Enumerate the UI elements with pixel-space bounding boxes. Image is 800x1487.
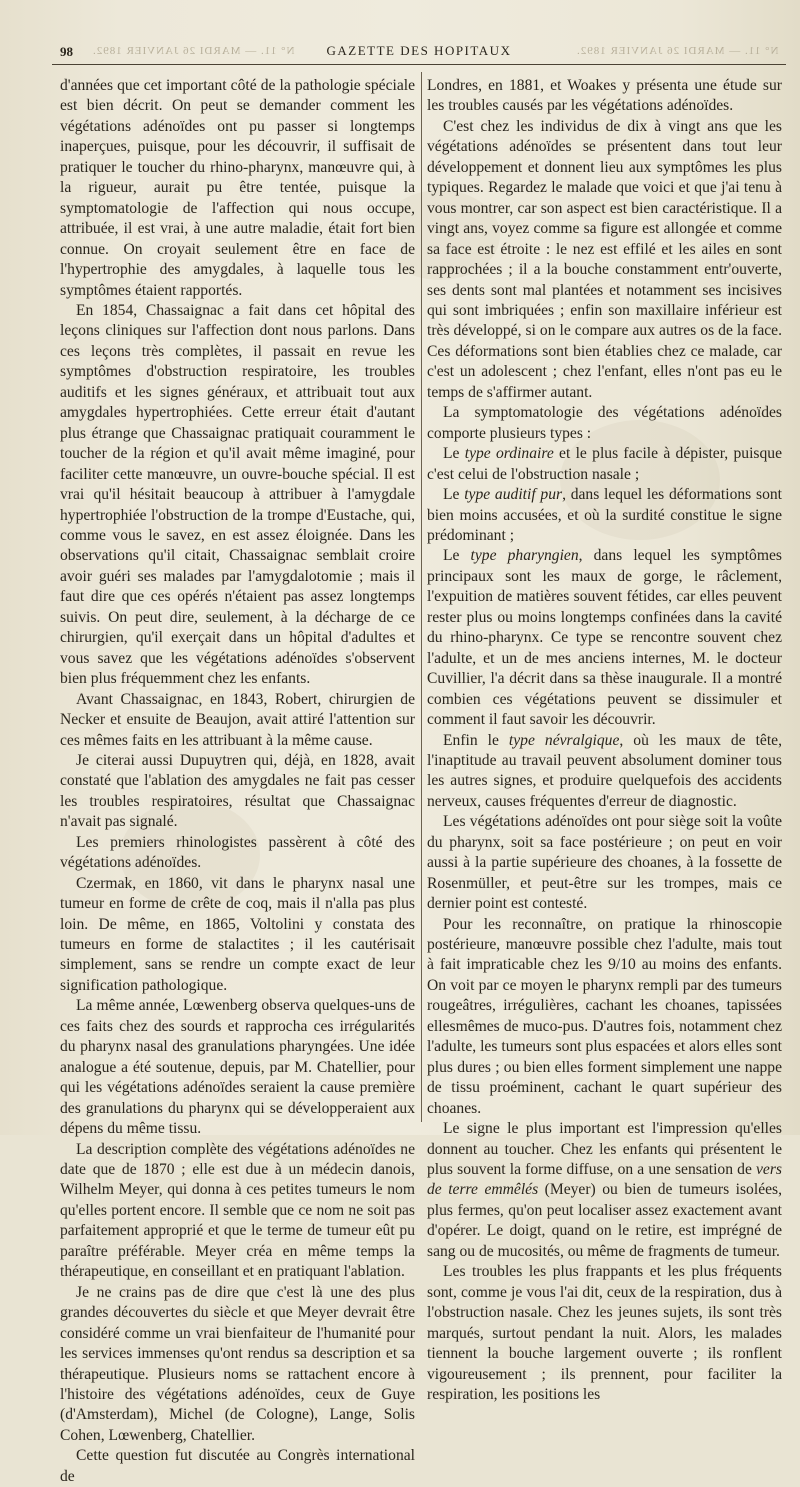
italic-term: type pharyngien xyxy=(470,547,579,565)
running-title: GAZETTE DES HOPITAUX xyxy=(326,43,512,58)
paragraph-text: Le xyxy=(443,486,465,504)
paragraph: Avant Chassaignac, en 1843, Robert, chirurgien de Necker et ensuite de Beaujon, avait attiré l'attention sur ces mêmes faits en les attribuant à la même cause. xyxy=(60,690,415,749)
paragraph-text: , où les maux de tête, l'inaptitude au travail peuvent absolument dominer tous les autres signes, et produire quelquefois des accidents nerveux, causes fréquentes d'erreur de diagnostic. xyxy=(427,731,783,810)
bleed-through-text-left: N° 11. — MARDI 26 JANVIER 1892. xyxy=(92,45,295,57)
italic-term: type ordinaire xyxy=(464,445,554,463)
paragraph: d'années que cet important côté de la pathologie spéciale est bien décrit. On peut se demander comment les végétations adénoïdes ont pu passer si longtemps inaperçues, puisque, pour les découvrir, il suffisait de pratiquer le toucher du rhino-pharynx, manœuvre qui, à la rigueur, aurait pu être tentée, puisque la symptomatologie de l'affection qui nous occupe, attribuée, il est vrai, à une autre maladie, était fort bien connue. On croyait seulement être en face de l'hypertrophie des amygdales, à laquelle tous les symptômes étaient rapportés. xyxy=(60,77,415,299)
paragraph-text: , dans lequel les symptômes principaux sont les maux de gorge, le râclement, l'expuition de matières souvent fétides, car elles peuvent rester plus ou moins longtemps confinées dans la cavité du rhino-pharynx. Ce type se rencontre souvent chez l'adulte, et un de mes anciens internes, M. le docteur Cuvillier, l'a décrit dans sa thèse inaugurale. Il a montré combien ces végétations peuvent se dissimuler et comment il faut savoir les découvrir. xyxy=(427,547,782,729)
paragraph-text: (Meyer) ou bien de tumeurs isolées, plus fermes, qu'on peut localiser assez exactement avant d'opérer. Le doigt, quand on le retire, est imprégné de sang ou de mucosités, ou même de fragments de tumeur. xyxy=(427,1181,782,1260)
paragraph: Les troubles les plus frappants et les plus fréquents sont, comme je vous l'ai dit, ceux de la respiration, dus à l'obstruction nasale. Chez les jeunes sujets, ils sont très marqués, surtout pendant la nuit. Alors, les malades tiennent la bouche largement ouverte ; ils ronflent vigoureusement ; ils prennent, pour faciliter la respiration, les positions les xyxy=(427,1263,782,1403)
paragraph: Czermak, en 1860, vit dans le pharynx nasal une tumeur en forme de crête de coq, mais il n'alla pas plus loin. De même, en 1865, Voltolini y constata des tumeurs en forme de stalactites ; il les cautérisait simplement, sans se rendre un compte exact de leur signification pathologique. xyxy=(60,874,415,994)
paragraph: Les végétations adénoïdes ont pour siège soit la voûte du pharynx, soit sa face postérieure ; on peut en voir aussi à la partie supérieure des choanes, à la fossette de Rosenmüller, et peut-être sur les trompes, mais ce dernier point est contesté. xyxy=(427,813,782,913)
paragraph: La même année, Lœwenberg observa quelques-uns de ces faits chez des sourds et rapprocha ces irrégularités du pharynx nasal des granulations pharyngées. Une idée analogue a été soutenue, depuis, par M. Chatellier, pour qui les végétations adénoïdes seraient la cause première des granulations du pharynx qui se développeraient aux dépens du même tissu. xyxy=(60,997,415,1138)
paragraph: C'est chez les individus de dix à vingt ans que les végétations adénoïdes se présentent dans tout leur développement et donnent lieu aux symptômes les plus typiques. Regardez le malade que voici et que j'ai tenu à vous montrer, car son aspect est bien caractéristique. Il a vingt ans, voyez comme sa figure est allongée et comme sa face est étroite : le nez est effilé et les ailes en sont rapprochées ; il a la bouche constamment entr'ouverte, ses dents sont mal plantées et notamment ses incisives qui sont imbriquées ; enfin son maxillaire inférieur est très développé, si on le compare aux autres os de la face. Ces déformations sont bien établies chez ce malade, car c'est un adolescent ; chez l'enfant, elles n'ont pas eu le temps de s'affirmer autant. xyxy=(427,117,782,401)
italic-term: type auditif pur xyxy=(464,486,563,504)
paragraph-text: , dans lequel les déformations sont bien moins accusées, et où la surdité constitue le signe prédominant ; xyxy=(427,486,782,544)
italic-term: vers de terre emmêlés xyxy=(427,1161,782,1199)
paragraph-text: Le xyxy=(443,445,465,463)
paragraph xyxy=(427,485,782,546)
italic-term: type névralgique xyxy=(508,731,620,749)
left-column xyxy=(60,76,415,1485)
page-number: 98 xyxy=(60,44,73,59)
page-header xyxy=(52,42,786,65)
paragraph: Je citerai aussi Dupuytren qui, déjà, en 1828, avait constaté que l'ablation des amygdales ne fait pas cesser les troubles respiratoires, résultat que Chassaignac n'avait pas signalé. xyxy=(60,751,415,831)
right-column xyxy=(427,76,783,1403)
paragraph: Cette question fut discutée au Congrès international de xyxy=(60,1447,415,1485)
column-divider xyxy=(421,72,422,1122)
paragraph: Les premiers rhinologistes passèrent à côté des végétations adénoïdes. xyxy=(60,833,415,872)
paragraph xyxy=(427,444,782,485)
paragraph: Pour les reconnaître, on pratique la rhinoscopie postérieure, manœuvre possible chez l'adulte, mais tout à fait impraticable chez les 9/10 au moins des enfants. On voit par ce moyen le pharynx rempli par des tumeurs rougeâtres, irrégulières, cachant les choanes, tapissées ellesmêmes de muco-pus. D'autres fois, notamment chez l'adulte, les tumeurs sont plus espacées et alors elles sont plus dures ; ou bien elles forment simplement une nappe de tissu proéminent, cachant le quart supérieur des choanes. xyxy=(427,915,782,1117)
paragraph xyxy=(427,546,782,730)
paragraph-text: Le signe le plus important est l'impression qu'elles donnent au toucher. Chez les enfants qui présentent le plus souvent la forme diffuse, on a une sensation de xyxy=(427,1120,782,1179)
paragraph-text: Enfin le xyxy=(443,731,509,749)
paragraph: En 1854, Chassaignac a fait dans cet hôpital des leçons cliniques sur l'affection dont nous parlons. Dans ces leçons très complètes, il passait en revue les symptômes d'obstruction respiratoire, les troubles auditifs et les signes généraux, et attribuait tout aux amygdales hypertrophiées. Cette erreur était d'autant plus étrange que Chassaignac pratiquait couramment le toucher de la région et qu'il avait même imaginé, pour faciliter cette manœuvre, un ouvre-bouche spécial. Il est vrai qu'il hésitait beaucoup à attribuer à l'amygdale hypertrophiée l'obstruction de la trompe d'Eustache, qui, comme vous le savez, en est assez éloignée. Dans les observations qu'il citait, Chassaignac semblait croire avoir guéri ses malades par l'amygdalotomie ; mais il faut dire que ces opérés n'étaient pas assez longtemps suivis. On peut dire, seulement, à la décharge de ce chirurgien, qu'il exerçait dans un hôpital d'adultes et vous savez que les végétations adénoïdes s'observent bien plus fréquemment chez les enfants. xyxy=(60,301,415,688)
paragraph: Je ne crains pas de dire que c'est là une des plus grandes découvertes du siècle et que Meyer devrait être considéré comme un vrai bienfaiteur de l'humanité pour les services immenses qu'ont rendus sa description et sa thérapeutique. Plusieurs noms se rattachent encore à l'histoire des végétations adénoïdes, ceux de Guye (d'Amsterdam), Michel (de Cologne), Lange, Solis Cohen, Lœwenberg, Chatellier. xyxy=(60,1283,415,1444)
paragraph: Londres, en 1881, et Woakes y présenta une étude sur les troubles causés par les végétations adénoïdes. xyxy=(427,77,782,115)
bleed-through-text-right: N° 11. — MARDI 26 JANVIER 1892. xyxy=(575,45,778,57)
paragraph: La symptomatologie des végétations adénoïdes comporte plusieurs types : xyxy=(427,404,782,442)
paragraph xyxy=(427,731,782,813)
paragraph-text: Le xyxy=(443,547,471,565)
paragraph: La description complète des végétations adénoïdes ne date que de 1870 ; elle est due à un médecin danois, Wilhelm Meyer, qui donna à ces petites tumeurs le nom qu'elles portent encore. Il semble que ce nom ne soit pas parfaitement approprié et que le terme de tumeur eût pu paraître préférable. Meyer créa en même temps la thérapeutique, en conseillant et en pratiquant l'ablation. xyxy=(60,1140,415,1281)
paragraph xyxy=(427,1119,782,1262)
paragraph-text: et le plus facile à dépister, puisque c'est celui de l'obstruction nasale ; xyxy=(427,445,782,483)
